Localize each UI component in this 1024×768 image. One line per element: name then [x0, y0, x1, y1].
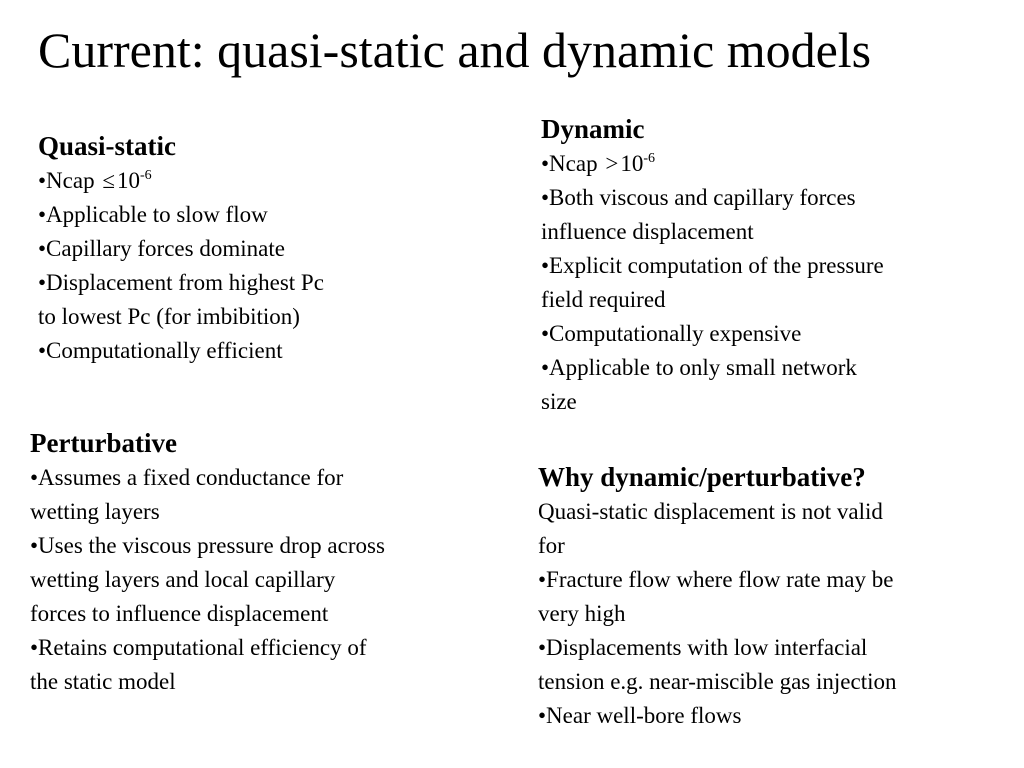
dynamic-line: •Applicable to only small network [541, 355, 857, 380]
dynamic-ncap-line [541, 147, 884, 181]
quasi-static-line: to lowest Pc (for imbibition) [38, 304, 300, 329]
slide-title: Current: quasi-static and dynamic models [38, 22, 872, 78]
dynamic-line: •Both viscous and capillary forces [541, 185, 856, 210]
perturbative-line: wetting layers [30, 499, 160, 524]
ncap-label: •Ncap [38, 168, 95, 193]
ncap-exponent: -6 [643, 151, 655, 166]
perturbative-line: forces to influence displacement [30, 601, 329, 626]
perturbative-block [30, 425, 385, 699]
quasi-static-heading: Quasi-static [38, 131, 176, 161]
perturbative-line: •Retains computational efficiency of [30, 635, 367, 660]
why-dynamic-line: very high [538, 601, 626, 626]
quasi-static-line: •Capillary forces dominate [38, 236, 285, 261]
why-dynamic-line: •Displacements with low interfacial [538, 635, 868, 660]
dynamic-line: size [541, 389, 577, 414]
why-dynamic-line: Quasi-static displacement is not valid [538, 499, 883, 524]
ncap-base: 10 [116, 168, 140, 193]
perturbative-heading: Perturbative [30, 428, 177, 458]
why-dynamic-line: •Fracture flow where flow rate may be [538, 567, 894, 592]
why-dynamic-line: for [538, 533, 565, 558]
dynamic-line: •Explicit computation of the pressure [541, 253, 884, 278]
why-dynamic-heading: Why dynamic/perturbative? [538, 462, 866, 492]
perturbative-line: the static model [30, 669, 176, 694]
dynamic-line: field required [541, 287, 666, 312]
quasi-static-block [38, 128, 324, 368]
quasi-static-ncap-line [38, 164, 324, 198]
perturbative-line: •Uses the viscous pressure drop across [30, 533, 385, 558]
ncap-exponent: -6 [139, 168, 152, 183]
perturbative-line: wetting layers and local capillary [30, 567, 336, 592]
why-dynamic-line: tension e.g. near-miscible gas injection [538, 669, 897, 694]
why-dynamic-block [538, 459, 897, 733]
quasi-static-line: •Computationally efficient [38, 338, 283, 363]
ncap-relation: ≤ [102, 168, 115, 193]
why-dynamic-line: •Near well-bore flows [538, 703, 742, 728]
dynamic-heading: Dynamic [541, 114, 645, 144]
dynamic-block [541, 111, 884, 419]
ncap-label: •Ncap [541, 151, 598, 176]
perturbative-line: •Assumes a fixed conductance for [30, 465, 344, 490]
dynamic-line: •Computationally expensive [541, 321, 802, 346]
ncap-base: 10 [620, 151, 644, 176]
dynamic-line: influence displacement [541, 219, 754, 244]
quasi-static-line: •Applicable to slow flow [38, 202, 268, 227]
quasi-static-line: •Displacement from highest Pc [38, 270, 324, 295]
ncap-relation: > [605, 151, 619, 176]
